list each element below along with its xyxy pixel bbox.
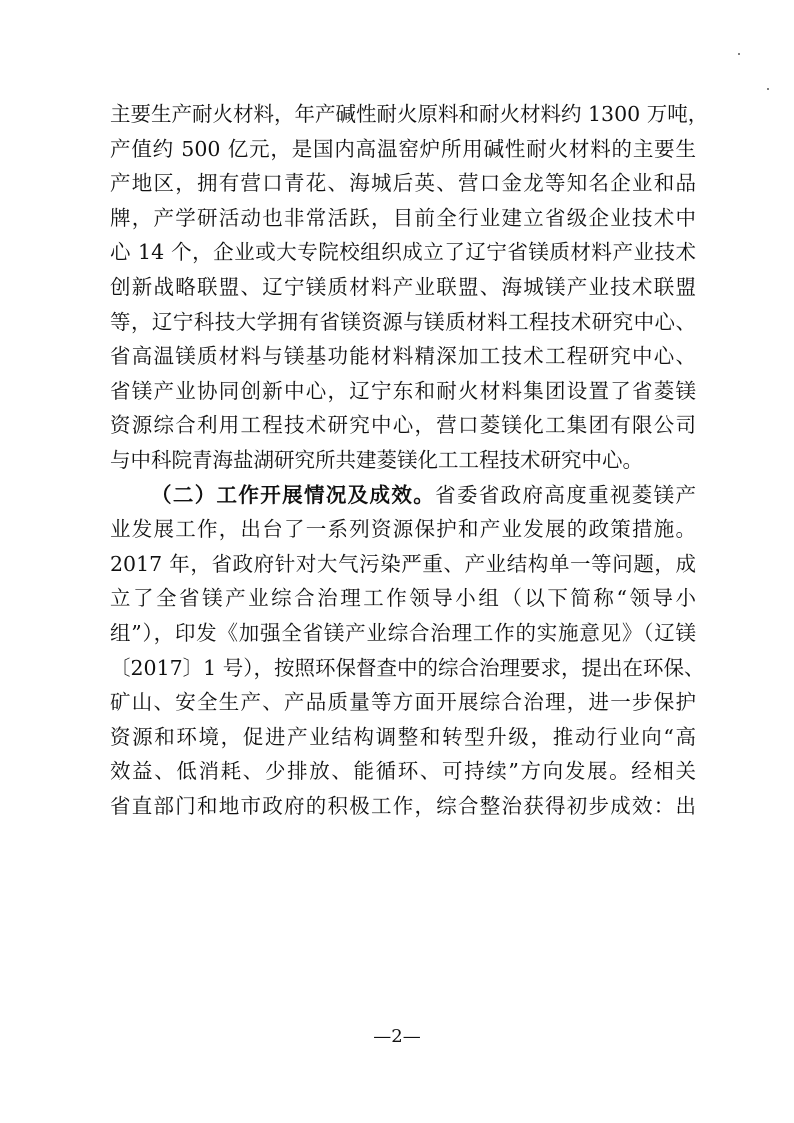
body-text	[110, 97, 709, 823]
text-line: 组”），印发《加强全省镁产业综合治理工作的实施意见》（辽镁	[110, 620, 696, 645]
text-line: 效益、低消耗、少排放、能循环、可持续”方向发展。经相关	[110, 759, 696, 784]
text-line: 心 14 个，企业或大专院校组织成立了辽宁省镁质材料产业技术	[110, 240, 696, 265]
page-number: —2—	[373, 1026, 421, 1047]
text-line: 〔2017〕1 号），按照环保督查中的综合治理要求，提出在环保、	[110, 655, 705, 680]
text-line: 产地区，拥有营口青花、海城后英、营口金龙等知名企业和品	[110, 171, 696, 196]
text-line: 创新战略联盟、辽宁镁质材料产业联盟、海城镁产业技术联盟	[110, 274, 696, 299]
text-line: 业发展工作，出台了一系列资源保护和产业发展的政策措施。	[110, 517, 696, 542]
text-line: 与中科院青海盐湖研究所共建菱镁化工工程技术研究中心。	[110, 447, 643, 472]
text-fragment: 省委省政府高度重视菱镁产	[435, 482, 697, 507]
text-line: 资源综合利用工程技术研究中心，营口菱镁化工集团有限公司	[110, 413, 696, 438]
text-line: 资源和环境，促进产业结构调整和转型升级，推动行业向“高	[110, 724, 696, 749]
scan-speck	[738, 53, 740, 55]
text-line: 牌，产学研活动也非常活跃，目前全行业建立省级企业技术中	[110, 205, 696, 230]
text-line: 省高温镁质材料与镁基功能材料精深加工技术工程研究中心、	[110, 344, 696, 369]
text-line: 等，辽宁科技大学拥有省镁资源与镁质材料工程技术研究中心、	[110, 309, 696, 334]
text-line: 立了全省镁产业综合治理工作领导小组（以下简称“领导小	[110, 586, 696, 611]
scan-speck	[767, 88, 769, 90]
text-line: 2017 年，省政府针对大气污染严重、产业结构单一等问题，成	[110, 551, 696, 576]
text-line: 省直部门和地市政府的积极工作，综合整治获得初步成效：出	[110, 793, 696, 818]
text-line: 产值约 500 亿元，是国内高温窑炉所用碱性耐火材料的主要生	[110, 136, 696, 161]
paragraph-first-line	[110, 478, 696, 513]
text-line: 省镁产业协同创新中心，辽宁东和耐火材料集团设置了省菱镁	[110, 378, 696, 403]
text-line: 主要生产耐火材料，年产碱性耐火原料和耐火材料约 1300 万吨，	[110, 102, 709, 126]
text-line: 矿山、安全生产、产品质量等方面开展综合治理，进一步保护	[110, 690, 696, 715]
section-heading: （二）工作开展情况及成效。	[151, 482, 436, 507]
